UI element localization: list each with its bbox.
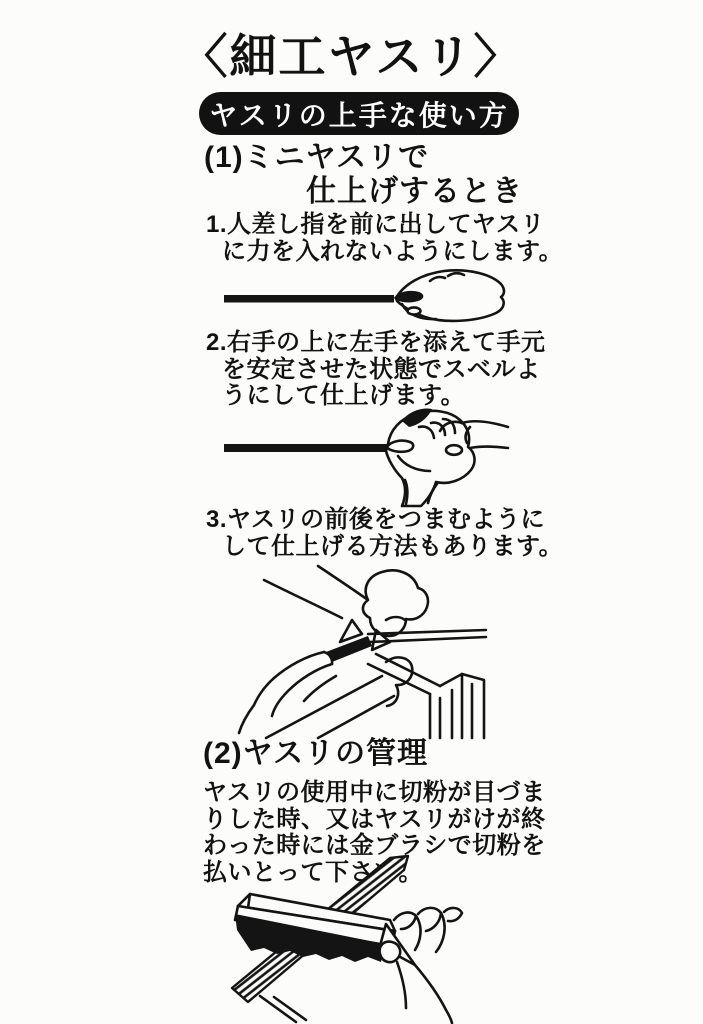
banner-label: ヤスリの上手な使い方 (209, 99, 509, 131)
section-finishing-heading-line1: (1)ミニヤスリで (204, 141, 430, 174)
care-line-3: わった時には金ブラシで切粉を (203, 832, 546, 859)
step-1-text (206, 212, 563, 265)
step-1-line-1: 1.人差し指を前に出してヤスリ (206, 211, 546, 238)
page-title: 〈細工ヤスリ〉 (180, 30, 523, 83)
file-pinch-grip-illustration (226, 558, 514, 738)
file-grip-index-finger-illustration (222, 266, 502, 330)
care-line-1: ヤスリの使用中に切粉が目づま (203, 779, 546, 806)
step-3-line-2: して仕上げる方法もあります。 (222, 532, 564, 560)
care-line-2: りした時、又はヤスリがけが終 (203, 805, 546, 833)
file-grip-two-hands-illustration (222, 400, 508, 508)
step-2-text (206, 330, 546, 410)
step-2-line-2: を安定させた状態でスベルよ (222, 355, 541, 383)
step-2-line-1: 2.右手の上に左手を添えて手元 (206, 329, 546, 356)
step-3-line-1: 3.ヤスリの前後をつまむように (206, 506, 546, 533)
care-line-4: 払いとって下さい。 (203, 858, 424, 886)
section-care-heading (203, 737, 428, 771)
section-finishing-heading (204, 141, 523, 209)
step-3-text (206, 507, 563, 560)
step-1-line-2: に力を入れないようにします。 (222, 237, 564, 265)
file-cleaning-wire-brush-illustration (228, 854, 476, 1024)
section-care-heading-line: (2)ヤスリの管理 (203, 737, 429, 770)
banner (199, 92, 519, 135)
step-2-line-3: うにして仕上げます。 (222, 382, 466, 409)
section-finishing-heading-line2: 仕上げするとき (306, 175, 523, 208)
